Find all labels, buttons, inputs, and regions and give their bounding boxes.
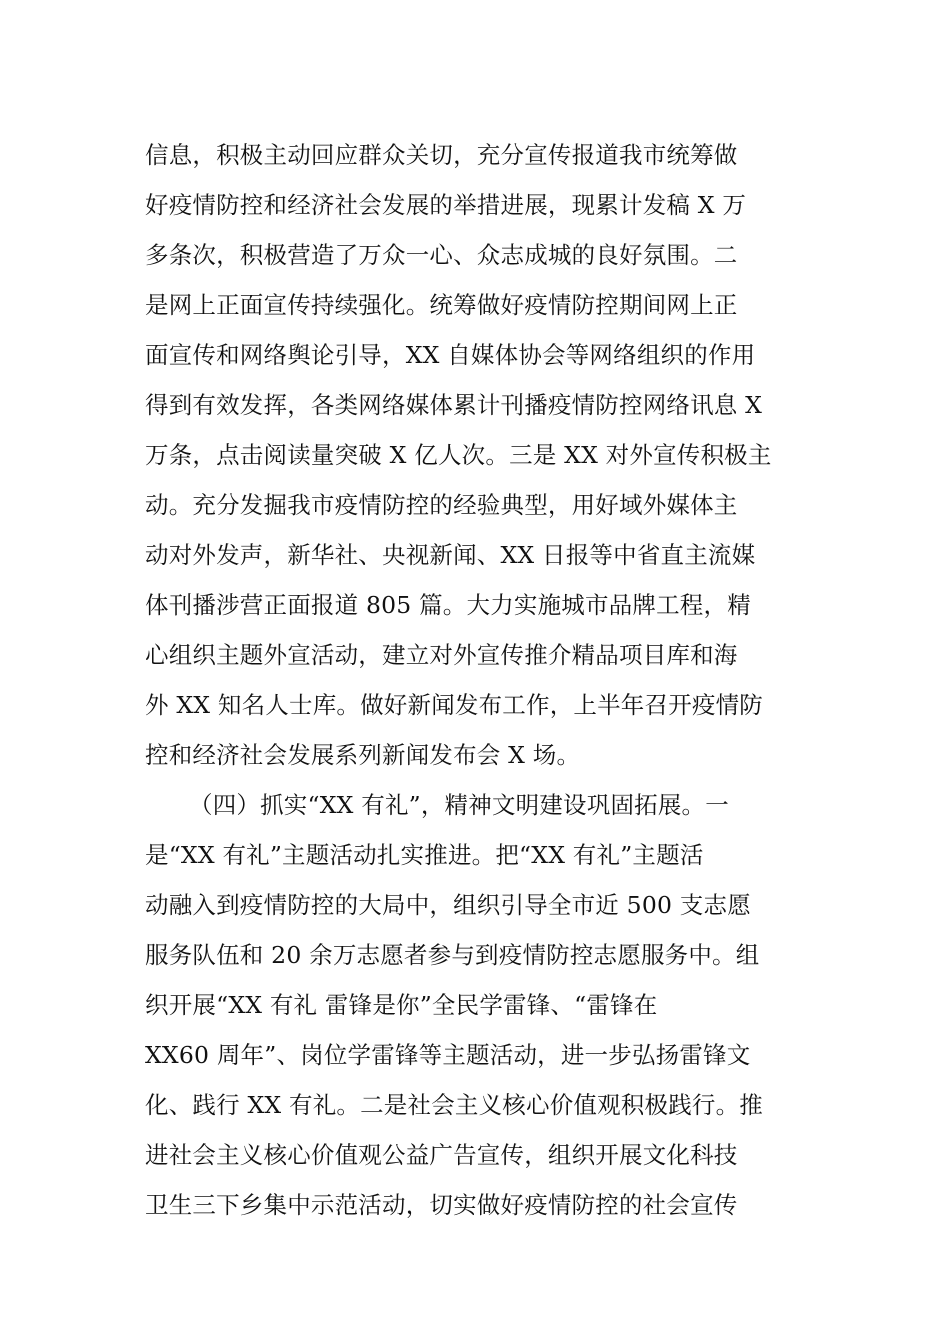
text-line: 动。充分发掘我市疫情防控的经验典型，用好域外媒体主 xyxy=(145,491,738,519)
text-line: 化、践行 XX 有礼。二是社会主义核心价值观积极践行。推 xyxy=(145,1091,763,1119)
text-line: 动融入到疫情防控的大局中，组织引导全市近 500 支志愿 xyxy=(145,891,751,919)
text-line: 心组织主题外宣活动，建立对外宣传推介精品项目库和海 xyxy=(145,641,738,669)
section-heading-line: （四）抓实“XX 有礼”，精神文明建设巩固拓展。一 xyxy=(189,791,729,819)
text-line: 体刊播涉营正面报道 805 篇。大力实施城市品牌工程，精 xyxy=(145,591,751,619)
text-line: 是“XX 有礼”主题活动扎实推进。把“XX 有礼”主题活 xyxy=(145,841,704,869)
text-line: 卫生三下乡集中示范活动，切实做好疫情防控的社会宣传 xyxy=(145,1191,738,1219)
text-line: 服务队伍和 20 余万志愿者参与到疫情防控志愿服务中。组 xyxy=(145,941,760,969)
text-line: XX60 周年”、岗位学雷锋等主题活动，进一步弘扬雷锋文 xyxy=(145,1041,751,1069)
body-text xyxy=(145,130,815,1230)
text-line: 好疫情防控和经济社会发展的举措进展，现累计发稿 X 万 xyxy=(145,191,747,219)
text-line: 万条，点击阅读量突破 X 亿人次。三是 XX 对外宣传积极主 xyxy=(145,441,772,469)
text-line: 多条次，积极营造了万众一心、众志成城的良好氛围。二 xyxy=(145,241,738,269)
text-line: 控和经济社会发展系列新闻发布会 X 场。 xyxy=(145,741,581,769)
text-line: 进社会主义核心价值观公益广告宣传，组织开展文化科技 xyxy=(145,1141,738,1169)
text-line: 面宣传和网络舆论引导，XX 自媒体协会等网络组织的作用 xyxy=(145,341,756,369)
text-line: 是网上正面宣传持续强化。统筹做好疫情防控期间网上正 xyxy=(145,291,738,319)
text-line: 信息，积极主动回应群众关切，充分宣传报道我市统筹做 xyxy=(145,141,738,169)
text-line: 外 XX 知名人士库。做好新闻发布工作，上半年召开疫情防 xyxy=(145,691,763,719)
text-line: 得到有效发挥，各类网络媒体累计刊播疫情防控网络讯息 X xyxy=(145,391,763,419)
text-line: 动对外发声，新华社、央视新闻、XX 日报等中省直主流媒 xyxy=(145,541,756,569)
text-line: 织开展“XX 有礼 雷锋是你”全民学雷锋、“雷锋在 xyxy=(145,991,658,1019)
